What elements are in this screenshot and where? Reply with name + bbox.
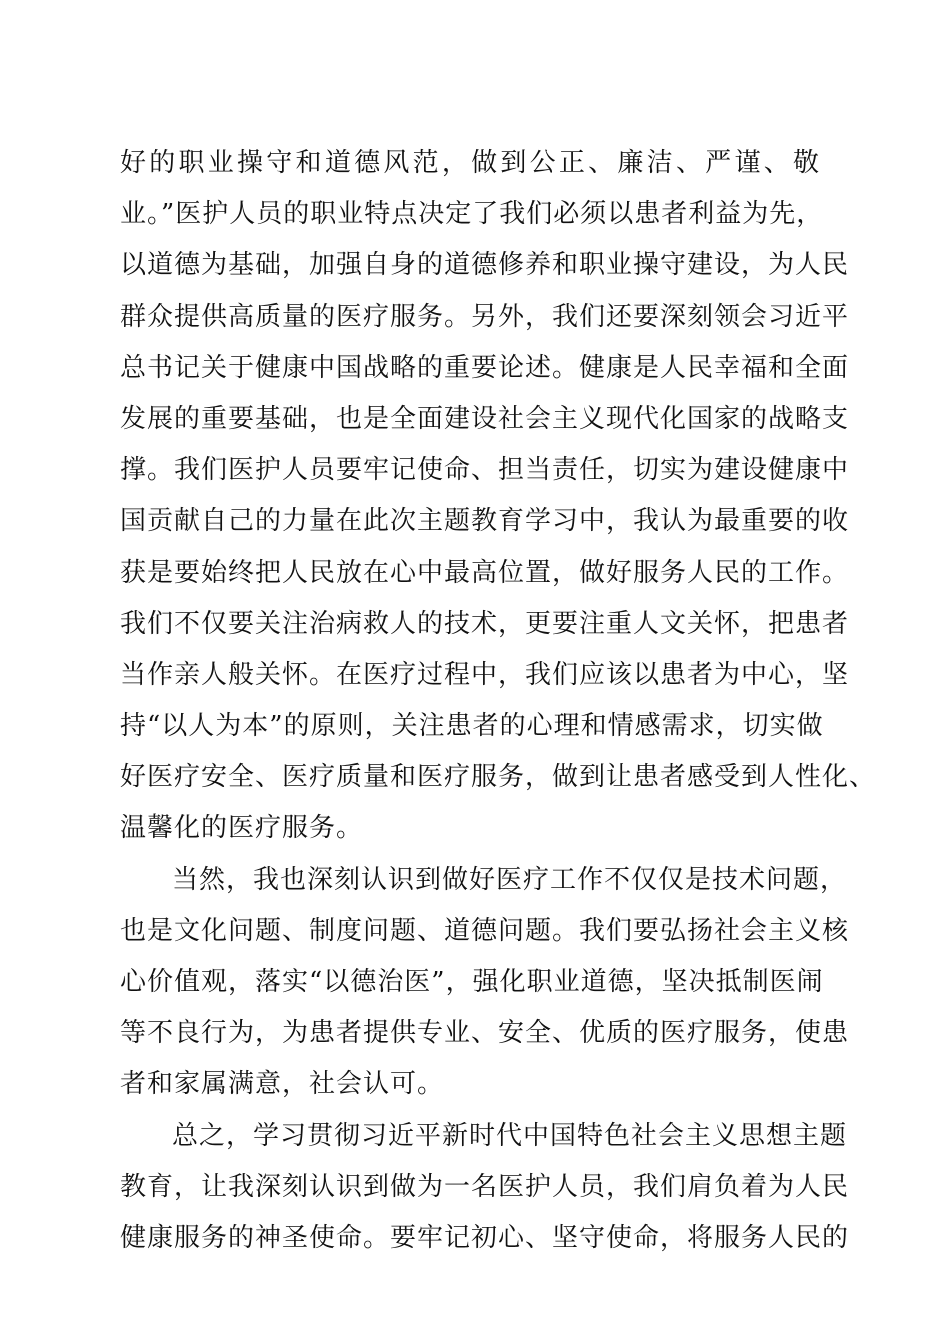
text-line: 以道德为基础，加强自身的道德修养和职业操守建设，为人民 — [120, 250, 850, 281]
text-line: 好的职业操守和道德风范，做到公正、廉洁、严谨、敬 — [120, 148, 820, 178]
text-line: 撑。我们医护人员要牢记使命、担当责任，切实为建设健康中 — [120, 455, 850, 486]
text-line: 持“以人为本”的原则，关注患者的心理和情感需求，切实做 — [120, 711, 824, 742]
text-line: 我们不仅要关注治病救人的技术，更要注重人文关怀，把患者 — [120, 608, 850, 639]
text-line: 业。”医护人员的职业特点决定了我们必须以患者利益为先， — [120, 199, 824, 230]
text-line: 群众提供高质量的医疗服务。另外，我们还要深刻领会习近平 — [120, 301, 850, 332]
text-line: 发展的重要基础，也是全面建设社会主义现代化国家的战略支 — [120, 403, 850, 434]
text-line: 者和家属满意，社会认可。 — [120, 1069, 445, 1100]
text-line: 也是文化问题、制度问题、道德问题。我们要弘扬社会主义核 — [120, 915, 850, 946]
text-line: 当作亲人般关怀。在医疗过程中，我们应该以患者为中心，坚 — [120, 659, 850, 690]
paragraph-first-line: 当然，我也深刻认识到做好医疗工作不仅仅是技术问题， — [172, 864, 848, 895]
text-line: 国贡献自己的力量在此次主题教育学习中，我认为最重要的收 — [120, 506, 850, 537]
text-line: 获是要始终把人民放在心中最高位置，做好服务人民的工作。 — [120, 557, 850, 588]
text-line: 教育，让我深刻认识到做为一名医护人员，我们肩负着为人民 — [120, 1171, 850, 1202]
text-line: 好医疗安全、医疗质量和医疗服务，做到让患者感受到人性化、 — [120, 762, 877, 793]
text-line: 健康服务的神圣使命。要牢记初心、坚守使命，将服务人民的 — [120, 1222, 850, 1253]
document-body — [120, 138, 877, 1264]
text-line: 心价值观，落实“以德治医”，强化职业道德，坚决抵制医闹 — [120, 967, 824, 997]
text-line: 等不良行为，为患者提供专业、安全、优质的医疗服务，使患 — [120, 1018, 850, 1049]
text-line: 温馨化的医疗服务。 — [120, 813, 364, 844]
paragraph-first-line: 总之，学习贯彻习近平新时代中国特色社会主义思想主题 — [172, 1120, 848, 1151]
text-line: 总书记关于健康中国战略的重要论述。健康是人民幸福和全面 — [120, 352, 850, 383]
